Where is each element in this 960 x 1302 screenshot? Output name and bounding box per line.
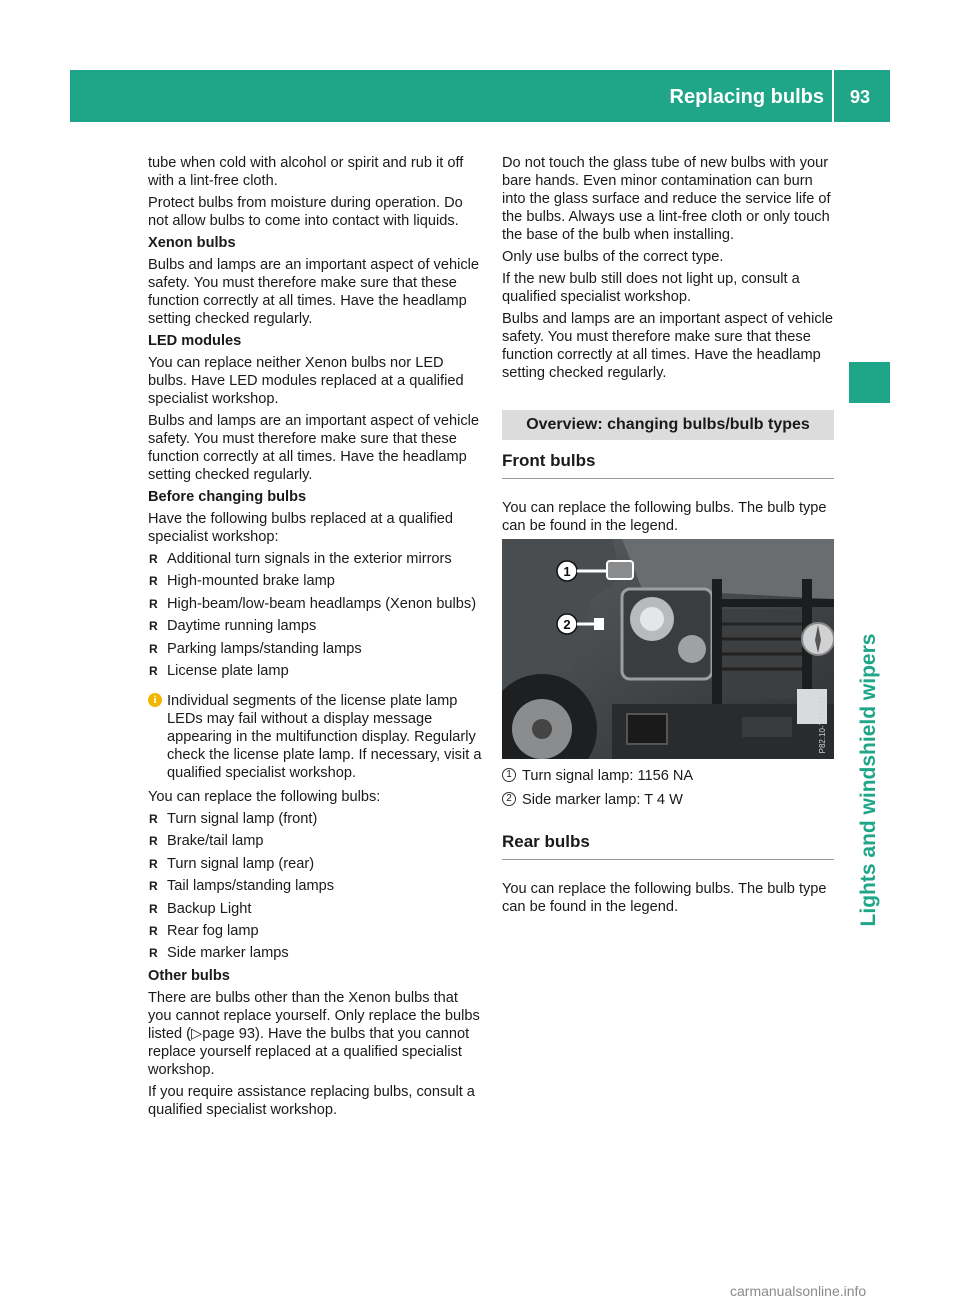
paragraph: If you require assistance replacing bulbs, consult a qualified specialist workshop.	[148, 1083, 475, 1118]
chapter-tab-marker	[849, 362, 890, 403]
paragraph: You can replace neither Xenon bulbs nor LED bulbs. Have LED modules replaced at a qualified specialist workshop.	[148, 355, 464, 407]
paragraph: You can replace the following bulbs:	[148, 788, 381, 805]
paragraph: Bulbs and lamps are an important aspect of vehicle safety. You must therefore make sure that these function correctly at all times. Have the headlamp setting checked regularly.	[148, 413, 479, 483]
callout-number: 2	[502, 792, 516, 806]
paragraph: Do not touch the glass tube of new bulbs with your bare hands. Even minor contamination can burn into the glass surface and reduce the service life of the bulbs. Always use a lint-free cloth or only touch the base of the bulb when installing.	[502, 155, 831, 243]
list-item: R Rear fog lamp	[149, 922, 259, 939]
list-item: R Brake/tail lamp	[149, 833, 264, 850]
page-header	[70, 70, 890, 122]
before-changing-heading: Before changing bulbs	[148, 489, 307, 505]
list-item: R Additional turn signals in the exterior mirrors	[149, 551, 452, 567]
bullet-marker-icon: R	[149, 574, 158, 589]
paragraph: Only use bulbs of the correct type.	[502, 249, 724, 265]
bullet-marker-icon: R	[149, 879, 158, 894]
list-item: R Turn signal lamp (front)	[149, 810, 318, 827]
led-heading: LED modules	[148, 333, 242, 349]
bullet-marker-icon: R	[149, 641, 158, 656]
replaceable-bulb-list	[148, 810, 482, 962]
list-item: R Side marker lamps	[149, 945, 289, 962]
legend-item	[502, 791, 834, 809]
paragraph: You can replace the following bulbs. The bulb type can be found in the legend.	[502, 881, 827, 915]
header-title: Replacing bulbs	[669, 86, 824, 108]
paragraph: If the new bulb still does not light up, consult a qualified specialist workshop.	[502, 271, 800, 305]
list-item: R Tail lamps/standing lamps	[149, 878, 335, 895]
info-note	[148, 692, 482, 782]
paragraph: There are bulbs other than the Xenon bulbs that you cannot replace yourself. Only replace the bulbs listed (▷page 93). Have the bulbs that you cannot replace yourself replaced at a qualified specialist workshop.	[148, 989, 480, 1078]
list-item: R License plate lamp	[149, 662, 289, 679]
paragraph: Protect bulbs from moisture during operation. Do not allow bulbs to come into contact with liquids.	[148, 195, 463, 229]
svg-text:1: 1	[563, 564, 571, 579]
rear-bulbs-heading: Rear bulbs	[502, 831, 834, 860]
figure-code: P82.10-7717-31	[818, 695, 827, 753]
legend-text: Turn signal lamp: 1156 NA	[522, 768, 694, 784]
vehicle-front-illustration	[502, 539, 834, 759]
bullet-marker-icon: R	[149, 856, 158, 871]
workshop-bulb-list	[148, 550, 482, 680]
bullet-marker-icon: R	[149, 596, 158, 611]
list-item: R Turn signal lamp (rear)	[149, 855, 315, 872]
bullet-marker-icon: R	[149, 901, 158, 916]
legend-text: Side marker lamp: T 4 W	[522, 792, 683, 808]
callout-number: 1	[502, 768, 516, 782]
bullet-marker-icon: R	[149, 923, 158, 938]
page-number: 93	[849, 87, 870, 107]
list-item: R High-mounted brake lamp	[149, 573, 335, 590]
chapter-tab-label: Lights and windshield wipers	[857, 633, 880, 927]
front-bulbs-figure	[502, 539, 834, 759]
list-item: R High-beam/low-beam headlamps (Xenon bulbs)	[149, 595, 477, 612]
list-item: R Daytime running lamps	[149, 618, 317, 635]
right-column	[502, 154, 834, 920]
bullet-marker-icon: R	[149, 619, 158, 634]
paragraph: Have the following bulbs replaced at a qualified specialist workshop:	[148, 511, 454, 545]
svg-text:2: 2	[563, 617, 571, 632]
bullet-marker-icon: R	[149, 946, 158, 961]
footer-watermark: carmanualsonline.info	[730, 1283, 867, 1299]
info-note-text: Individual segments of the license plate lamp LEDs may fail without a display message appearing in the multifunction display. Regularly check the license plate lamp. If necessary, visit a qualified specialist workshop.	[167, 692, 482, 781]
list-item: R Parking lamps/standing lamps	[149, 640, 362, 657]
xenon-heading: Xenon bulbs	[148, 235, 236, 251]
bullet-marker-icon: R	[149, 663, 158, 678]
list-item: R Backup Light	[149, 900, 252, 917]
header-divider	[832, 70, 834, 122]
paragraph: tube when cold with alcohol or spirit and rub it off with a lint-free cloth.	[148, 155, 464, 189]
info-icon: i	[148, 693, 162, 707]
paragraph: Bulbs and lamps are an important aspect of vehicle safety. You must therefore make sure that these function correctly at all times. Have the headlamp setting checked regularly.	[502, 311, 833, 381]
paragraph: Bulbs and lamps are an important aspect of vehicle safety. You must therefore make sure that these function correctly at all times. Have the headlamp setting checked regularly.	[148, 257, 479, 327]
bullet-marker-icon: R	[149, 834, 158, 849]
bullet-marker-icon: R	[149, 552, 158, 566]
paragraph: You can replace the following bulbs. The bulb type can be found in the legend.	[502, 500, 827, 534]
left-column	[148, 154, 482, 1123]
bullet-marker-icon: R	[149, 811, 158, 826]
section-title: Overview: changing bulbs/bulb types	[502, 410, 834, 440]
legend-item	[502, 767, 834, 785]
page-reference-arrow-icon[interactable]: ▷	[190, 1025, 203, 1042]
other-bulbs-heading: Other bulbs	[148, 967, 230, 984]
front-bulbs-heading: Front bulbs	[502, 450, 834, 479]
